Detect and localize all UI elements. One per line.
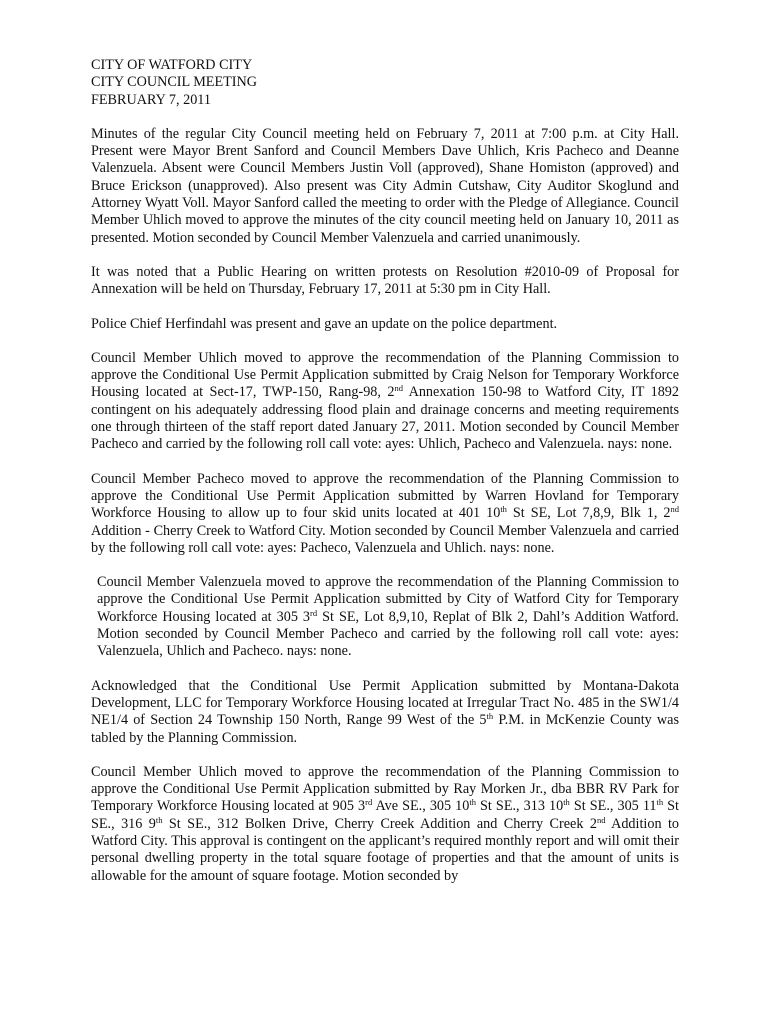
ordinal-suffix: rd [310,607,318,618]
text-segment: P.M. in McKenzie County was tabled by the Planning Commission. [91,712,680,746]
paragraph-montana-dakota-tabled [91,678,679,747]
text-segment: Addition - Cherry Creek to Watford City. Motion seconded by Council Member Valenzuela and carried by the following roll call vote: ayes: Pacheco, Valenzuela and Uhlich. nays: none. [91,522,679,556]
text-segment: St SE., 305 11 [569,798,657,815]
paragraph-public-hearing: It was noted that a Public Hearing on written protests on Resolution #2010-09 of Proposal for Annexation will be held on Thursday, February 17, 2011 at 5:30 pm in City Hall. [91,263,679,298]
meeting-type: CITY COUNCIL MEETING [91,74,258,91]
text-segment: Council Member Uhlich moved to approve the recommendation of the Planning Commission to approve the Conditional Use Permit Application submitted by Craig Nelson for Temporary Workforce Housing located at Sect-17, TWP-150, Rang-98, 2 [91,349,679,401]
text-segment: Council Member Valenzuela moved to approve the recommendation of the Planning Commission to approve the Conditional Use Permit Application submitted by City of Watford City for Temporary Workforce Housing located at 305 3 [97,574,679,625]
city-name: CITY OF WATFORD CITY [91,57,253,73]
ordinal-suffix: th [469,797,476,808]
ordinal-suffix: th [155,814,163,825]
ordinal-suffix: th [500,504,507,515]
paragraph-police-update: Police Chief Herfindahl was present and gave an update on the police department. [91,315,558,332]
paragraph-city-permit [97,574,679,660]
text-segment: St SE., 313 10 [475,798,564,815]
paragraph-morken-permit [91,764,679,885]
ordinal-suffix: th [486,711,494,722]
text-segment: St SE., 316 9 [91,798,680,832]
ordinal-suffix: th [563,797,570,808]
text-segment: Annexation 150-98 to Watford City, IT 1892 contingent on his adequately addressing flood plain and drainage concerns and meeting requirements one through thirteen of the staff report dated January 27, 2011. Motion seconded by Council Member Pacheco and carried by the following roll call vote: ayes: Uhlich, Pacheco and Valenzuela. nays: none. [91,384,679,453]
ordinal-suffix: rd [365,797,373,808]
text-segment: Acknowledged that the Conditional Use Permit Application submitted by Montana-Dakota Development, LLC for Temporary Workforce Housing located at Irregular Tract No. 485 in the SW1/4 NE1/4 of Section 24 Township 150 North, Range 99 West of the 5 [91,677,679,729]
ordinal-suffix: th [656,797,664,808]
ordinal-suffix: nd [596,814,606,825]
minutes-document [91,57,679,902]
paragraph-hovland-permit [91,471,679,557]
text-segment: St SE, Lot 7,8,9, Blk 1, 2 [506,505,671,522]
text-segment: St SE, Lot 8,9,10, Replat of Blk 2, Dahl’s Addition Watford. Motion seconded by Council Member Pacheco and carried by the following roll call vote: ayes: Valenzuela, Uhlich and Pacheco. nays: none. [97,608,679,660]
text-segment: Ave SE., 305 10 [372,798,470,815]
ordinal-suffix: nd [670,504,679,515]
text-segment: Council Member Pacheco moved to approve the recommendation of the Planning Commission to approve the Conditional Use Permit Application submitted by Warren Hovland for Temporary Workforce Housing to allow up to four skid units located at 401 10 [91,470,679,522]
document-header [91,57,679,109]
meeting-date: FEBRUARY 7, 2011 [91,91,211,108]
ordinal-suffix: nd [394,383,403,394]
text-segment: St SE., 312 Bolken Drive, Cherry Creek Addition and Cherry Creek 2 [162,815,597,832]
text-segment: Council Member Uhlich moved to approve the recommendation of the Planning Commission to approve the Conditional Use Permit Application submitted by Ray Morken Jr., dba BBR RV Park for Temporary Workforce Housing located at 905 3 [91,763,679,815]
paragraph-call-to-order: Minutes of the regular City Council meeting held on February 7, 2011 at 7:00 p.m. at City Hall. Present were Mayor Brent Sanford and Council Members Dave Uhlich, Kris Pacheco and Deanne Valenzuela. Absent were Council Members Justin Voll (approved), Shane Homiston (approved) and Bruce Erickson (unapproved). Also present was City Admin Cutshaw, City Auditor Skoglund and Attorney Wyatt Voll. Mayor Sanford called the meeting to order with the Pledge of Allegiance. Council Member Uhlich moved to approve the minutes of the city council meeting held on January 10, 2011 as presented. Motion seconded by Council Member Valenzuela and carried unanimously. [91,125,679,246]
paragraph-nelson-permit [91,350,679,454]
text-segment: Addition to Watford City. This approval is contingent on the applicant’s required monthly report and will omit their personal dwelling property in the total square footage of properties and that the amount of units is allowable for the amount of square footage. Motion seconded by [91,815,679,884]
